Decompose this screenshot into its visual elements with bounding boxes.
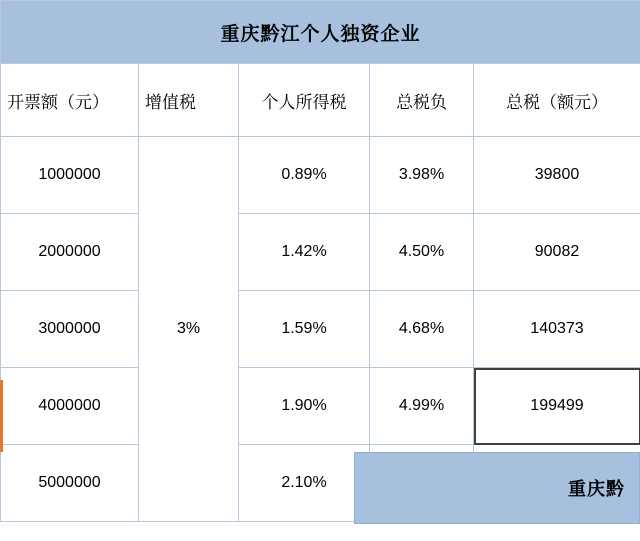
cell-amount[interactable]: 2000000 xyxy=(1,214,139,291)
column-header-total-burden: 总税负 xyxy=(370,64,474,137)
cell-total-tax[interactable]: 39800 xyxy=(474,137,640,214)
cell-total-tax[interactable]: 90082 xyxy=(474,214,640,291)
cell-personal-tax[interactable]: 1.42% xyxy=(239,214,370,291)
table-row xyxy=(1,137,640,214)
cell-personal-tax[interactable]: 1.90% xyxy=(239,368,370,445)
table-row xyxy=(1,291,640,368)
cell-personal-tax[interactable]: 2.10% xyxy=(239,445,370,522)
cell-amount[interactable]: 3000000 xyxy=(1,291,139,368)
column-header-personal-tax: 个人所得税 xyxy=(239,64,370,137)
cell-total-burden[interactable]: 4.50% xyxy=(370,214,474,291)
overlay-panel[interactable] xyxy=(354,452,640,524)
table-title-row xyxy=(1,1,640,64)
active-row-marker xyxy=(0,380,3,452)
cell-amount[interactable]: 5000000 xyxy=(1,445,139,522)
cell-personal-tax[interactable]: 1.59% xyxy=(239,291,370,368)
column-header-amount: 开票额（元） xyxy=(1,64,139,137)
table-row xyxy=(1,368,640,445)
table-title: 重庆黔江个人独资企业 xyxy=(1,1,640,64)
cell-total-tax[interactable]: 140373 xyxy=(474,291,640,368)
cell-total-burden[interactable]: 4.68% xyxy=(370,291,474,368)
table-header-row xyxy=(1,64,640,137)
column-header-total-tax: 总税（额元） xyxy=(474,64,640,137)
cell-vat[interactable]: 3% xyxy=(139,137,239,522)
cell-total-burden[interactable]: 4.99% xyxy=(370,368,474,445)
cell-amount[interactable]: 1000000 xyxy=(1,137,139,214)
table-row xyxy=(1,214,640,291)
cell-amount[interactable]: 4000000 xyxy=(1,368,139,445)
cell-total-tax-selected[interactable]: 199499 xyxy=(474,368,640,445)
cell-total-burden[interactable]: 3.98% xyxy=(370,137,474,214)
cell-personal-tax[interactable]: 0.89% xyxy=(239,137,370,214)
column-header-vat: 增值税 xyxy=(139,64,239,137)
overlay-panel-text: 重庆黔 xyxy=(568,479,625,499)
